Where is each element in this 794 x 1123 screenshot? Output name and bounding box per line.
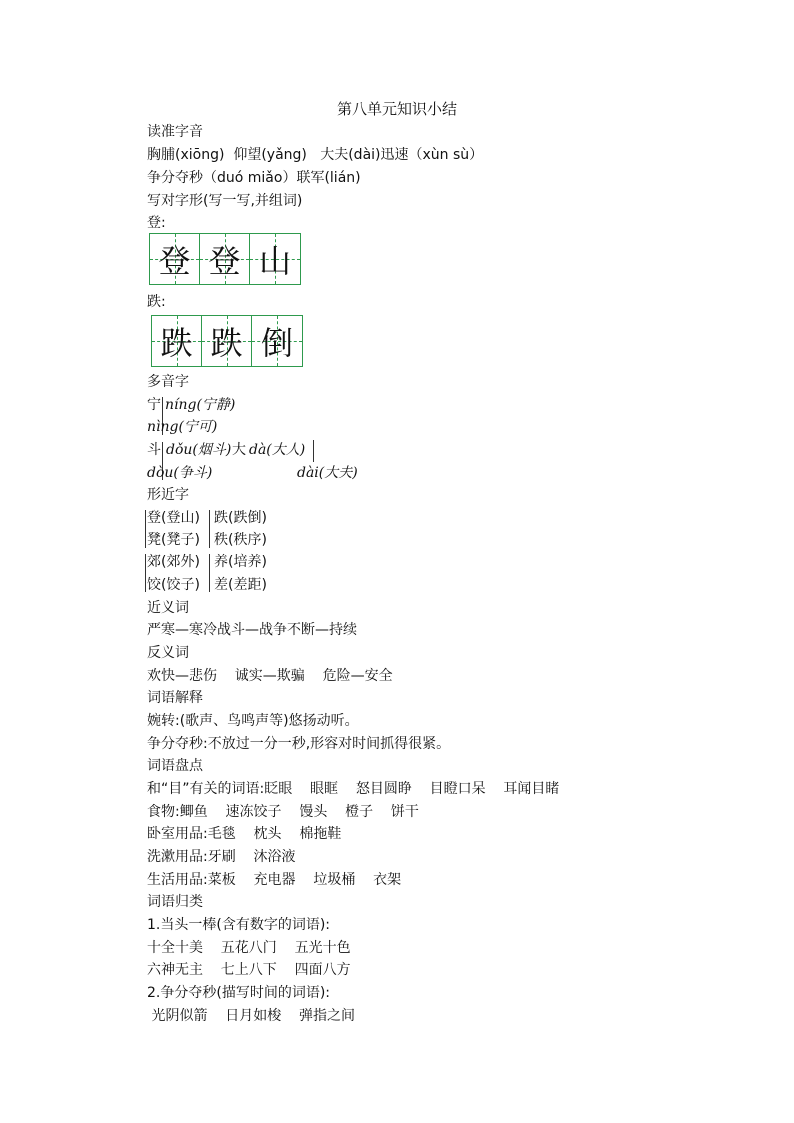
polyphone-dou-head: 斗 <box>147 442 161 458</box>
inventory-line-1: 和“目”有关的词语:眨眼 眼眶 怒目圆睁 目瞪口呆 耳闻目睹 <box>147 781 560 797</box>
write-item-label-2: 跌: <box>147 294 166 310</box>
section-heading-antonyms: 反义词 <box>147 645 189 661</box>
section-heading-similar-chars: 形近字 <box>147 487 189 503</box>
grid-cell: 登 <box>200 234 250 284</box>
similar-char-right: 跌(跌倒) <box>214 510 267 526</box>
polyphone-ning-head: 宁 <box>147 397 161 413</box>
writing-grid-1 <box>149 233 301 285</box>
brace <box>145 554 146 592</box>
section-heading-word-inventory: 词语盘点 <box>147 758 203 774</box>
pronunciation-line-1: 胸脯(xiōng) 仰望(yǎng) 大夫(dài)迅速（xùn sù） <box>147 147 484 163</box>
section-heading-explanations: 词语解释 <box>147 690 203 706</box>
explanation-line-1: 婉转:(歌声、鸟鸣声等)悠扬动听。 <box>147 713 359 729</box>
inventory-line-4: 洗漱用品:牙刷 沐浴液 <box>147 849 296 865</box>
grid-cell: 登 <box>150 234 200 284</box>
page-title: 第八单元知识小结 <box>336 100 457 118</box>
grid-cell: 跌 <box>152 316 202 366</box>
section-heading-polyphones: 多音字 <box>147 374 189 390</box>
polyphone-da-head: 大 <box>232 442 246 458</box>
brace <box>145 510 146 548</box>
similar-char-right: 差(差距) <box>214 577 267 593</box>
polyphone-ning-b: nìng(宁可) <box>147 419 218 435</box>
grid-cell: 跌 <box>202 316 252 366</box>
similar-char-left: 饺(饺子) <box>147 577 200 593</box>
polyphone-ning-a: níng(宁静) <box>165 397 236 413</box>
section-heading-classification: 词语归类 <box>147 894 203 910</box>
classification-line-2: 六神无主 七上八下 四面八方 <box>147 962 351 978</box>
classification-sub-2: 2.争分夺秒(描写时间的词语): <box>147 985 330 1001</box>
similar-char-right: 养(培养) <box>214 554 267 570</box>
similar-char-left: 登(登山) <box>147 510 200 526</box>
pronunciation-line-2: 争分夺秒（duó miǎo）联军(lián) <box>147 170 361 186</box>
brace <box>313 440 314 462</box>
brace <box>209 510 210 548</box>
polyphone-da-a: dà(大人) <box>249 442 306 458</box>
polyphone-dou-a: dǒu(烟斗) <box>166 442 232 458</box>
similar-char-left: 凳(凳子) <box>147 532 200 548</box>
polyphone-dou-b: dòu(争斗) <box>147 465 213 481</box>
inventory-line-2: 食物:鲫鱼 速冻饺子 馒头 橙子 饼干 <box>147 804 419 820</box>
synonyms-line: 严寒—寒冷战斗—战争不断—持续 <box>147 622 357 638</box>
classification-sub-1: 1.当头一棒(含有数字的词语): <box>147 917 330 933</box>
section-heading-synonyms: 近义词 <box>147 600 189 616</box>
writing-grid-2 <box>151 315 303 367</box>
grid-cell: 山 <box>250 234 300 284</box>
section-heading-write-forms: 写对字形(写一写,并组词) <box>147 193 303 209</box>
similar-char-right: 秩(秩序) <box>214 532 267 548</box>
antonyms-line: 欢快—悲伤 诚实—欺骗 危险—安全 <box>147 668 393 684</box>
polyphone-da-b: dài(大夫) <box>297 465 358 481</box>
brace <box>209 554 210 592</box>
grid-cell: 倒 <box>252 316 302 366</box>
inventory-line-3: 卧室用品:毛毯 枕头 棉拖鞋 <box>147 826 342 842</box>
classification-line-1: 十全十美 五花八门 五光十色 <box>147 940 351 956</box>
inventory-line-5: 生活用品:菜板 充电器 垃圾桶 衣架 <box>147 872 402 888</box>
classification-line-3: 光阴似箭 日月如梭 弹指之间 <box>147 1008 356 1024</box>
similar-char-left: 郊(郊外) <box>147 554 200 570</box>
write-item-label-1: 登: <box>147 215 166 231</box>
section-heading-pronunciation: 读准字音 <box>147 124 203 140</box>
explanation-line-2: 争分夺秒:不放过一分一秒,形容对时间抓得很紧。 <box>147 736 451 752</box>
